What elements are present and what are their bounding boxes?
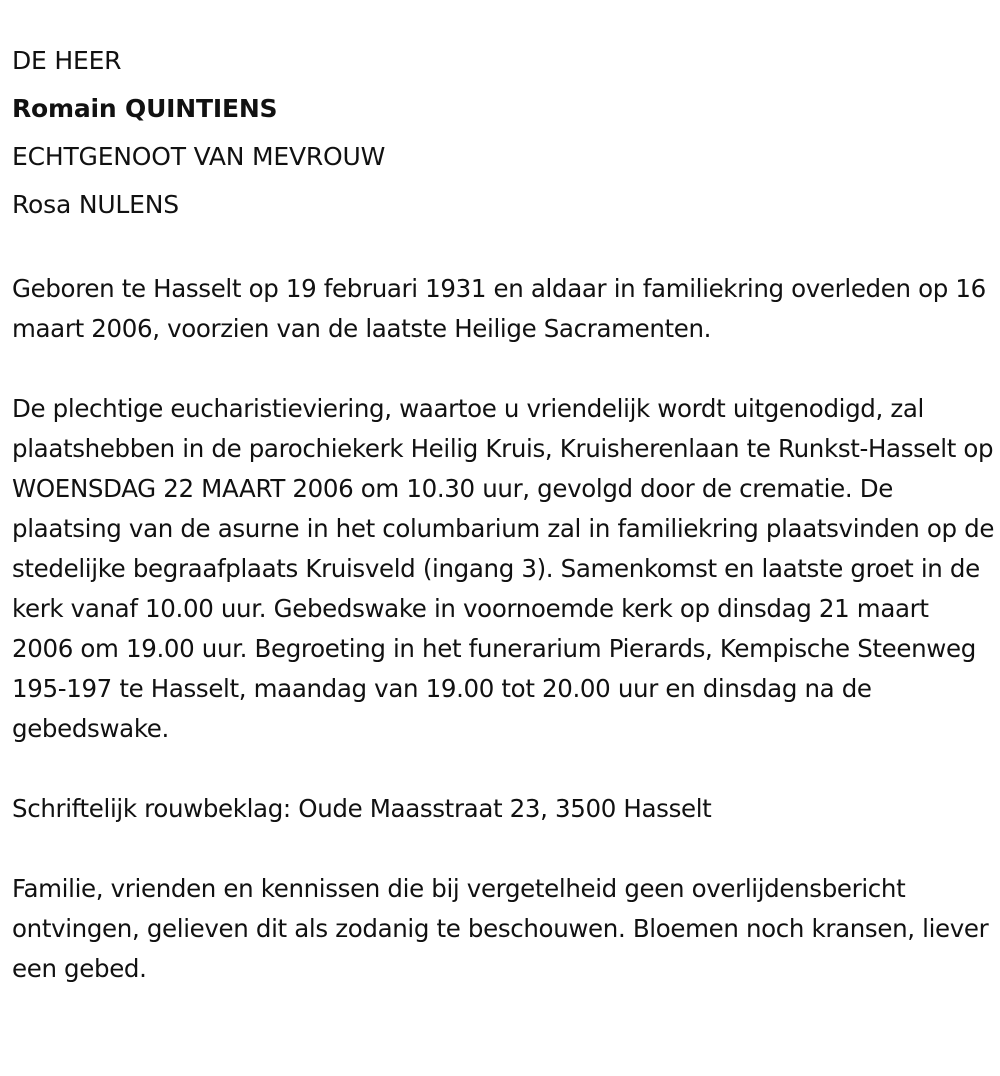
- ceremony-paragraph: De plechtige eucharistieviering, waartoe u vriendelijk wordt uitgenodigd, zal plaatshebben in de parochiekerk Heilig Kruis, Kruisherenlaan te Runkst-Hasselt op WOENSDAG 22 MAART 2006 om 10.30 uur, gevolgd door de crematie. De plaatsing van de asurne in het columbarium zal in familiekring plaatsvinden op de stedelijke begraafplaats Kruisveld (ingang 3). Samenkomst en laatste groet in de kerk vanaf 10.00 uur. Gebedswake in voornoemde kerk op dinsdag 21 maart 2006 om 19.00 uur. Begroeting in het funerarium Pierards, Kempische Steenweg 195-197 te Hasselt, maandag van 19.00 tot 20.00 uur en dinsdag na de gebedswake.: [12, 394, 995, 743]
- spacer: [12, 349, 997, 389]
- obituary-notice: [12, 37, 997, 989]
- birth-death-paragraph: Geboren te Hasselt op 19 februari 1931 en aldaar in familiekring overleden op 16 maart 2006, voorzien van de laatste Heilige Sacramenten.: [12, 274, 986, 343]
- honorific-title: DE HEER: [12, 46, 122, 75]
- spacer: [12, 229, 997, 269]
- spouse-name: Rosa NULENS: [12, 190, 179, 219]
- spacer: [12, 749, 997, 789]
- spacer: [12, 829, 997, 869]
- deceased-name: Romain QUINTIENS: [12, 94, 278, 123]
- relation-label: ECHTGENOOT VAN MEVROUW: [12, 142, 386, 171]
- closing-paragraph: Familie, vrienden en kennissen die bij vergetelheid geen overlijdensbericht ontvingen, gelieven dit als zodanig te beschouwen. Bloemen noch kransen, liever een gebed.: [12, 874, 989, 983]
- condolences-address: Schriftelijk rouwbeklag: Oude Maasstraat 23, 3500 Hasselt: [12, 794, 712, 823]
